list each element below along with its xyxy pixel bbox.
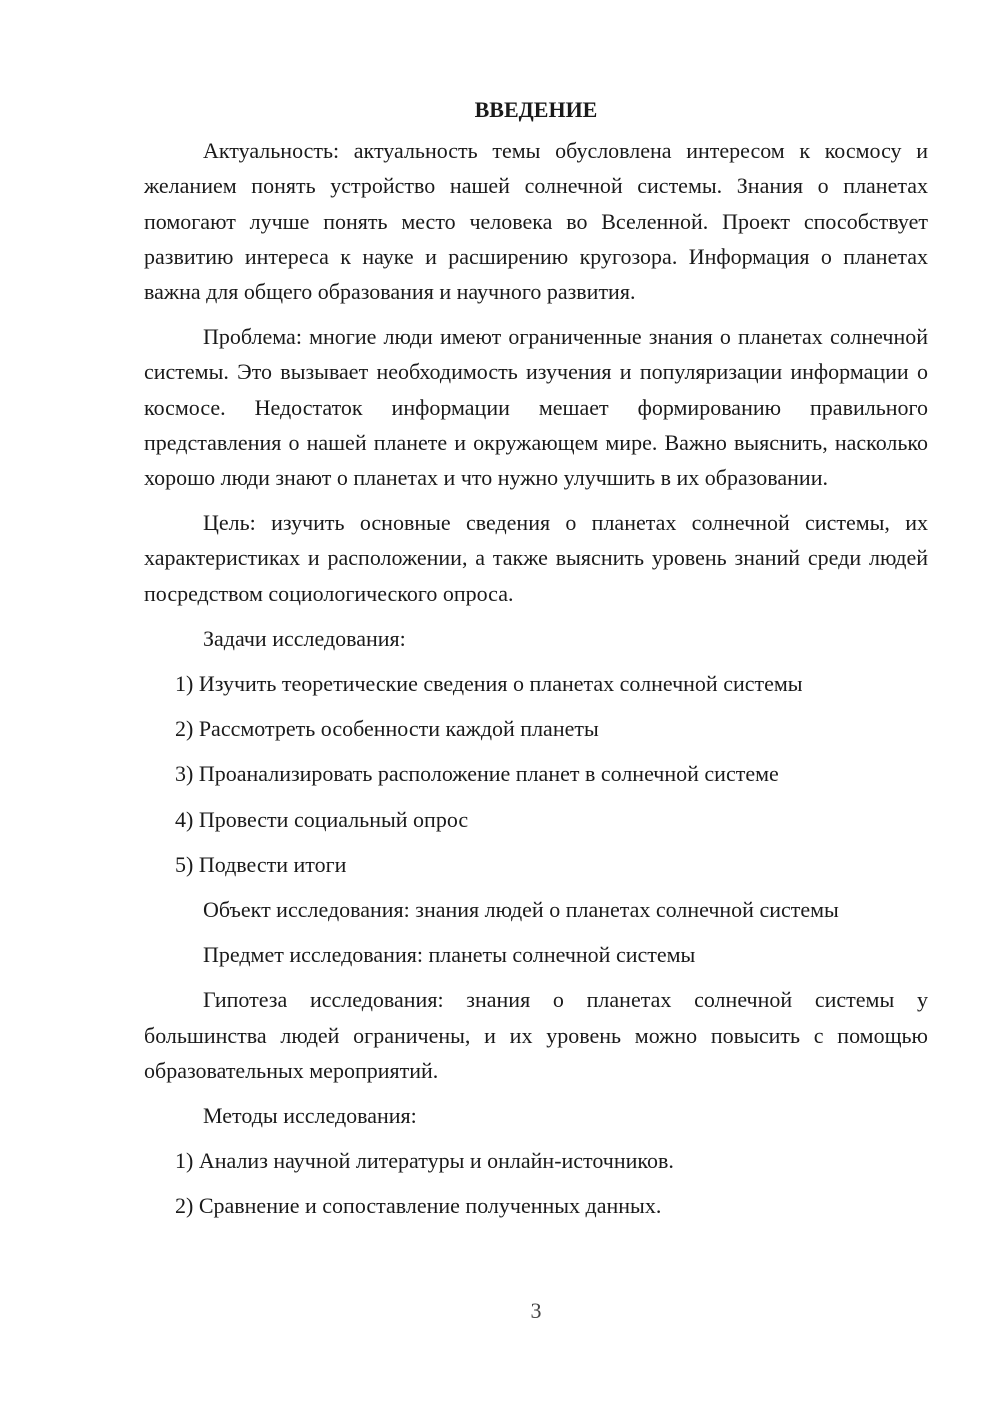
section-heading: ВВЕДЕНИЕ [474,97,598,122]
relevance-paragraph: Актуальность: актуальность темы обусловлена интересом к космосу и желанием понять устройство нашей солнечной системы. Знания о планетах помогают лучше понять место человека во Вселенной. Проект способствует развитию интереса к науке и расширению кругозора. Информация о планетах важна для общего образования и научного развития. [144,138,928,305]
task-item-1: 1) Изучить теоретические сведения о планетах солнечной системы [175,671,803,697]
methods-title: Методы исследования: [203,1103,417,1129]
task-item-3: 3) Проанализировать расположение планет в солнечной системе [175,761,779,787]
task-item-2: 2) Рассмотреть особенности каждой планеты [175,716,599,742]
tasks-title: Задачи исследования: [203,625,406,651]
problem-paragraph: Проблема: многие люди имеют ограниченные знания о планетах солнечной системы. Это вызывает необходимость изучения и популяризации информации о космосе. Недостаток информации мешает формированию правильного представления о нашей планете и окружающем мире. Важно выяснить, насколько хорошо люди знают о планетах и что нужно улучшить в их образовании. [144,324,928,491]
goal-paragraph: Цель: изучить основные сведения о планетах солнечной системы, их характеристиках и расположении, а также выяснить уровень знаний среди людей посредством социологического опроса. [144,510,928,606]
task-item-4: 4) Провести социальный опрос [175,806,469,832]
subject-line: Предмет исследования: планеты солнечной системы [203,942,696,968]
method-item-2: 2) Сравнение и сопоставление полученных данных. [175,1193,662,1219]
hypothesis-paragraph: Гипотеза исследования: знания о планетах солнечной системы у большинства людей ограничены, и их уровень можно повысить с помощью образовательных мероприятий. [144,987,928,1083]
object-line: Объект исследования: знания людей о планетах солнечной системы [203,897,839,923]
page-number: 3 [530,1298,542,1323]
task-item-5: 5) Подвести итоги [175,851,347,877]
page-content [144,92,928,1234]
method-item-1: 1) Анализ научной литературы и онлайн-источников. [175,1148,674,1174]
